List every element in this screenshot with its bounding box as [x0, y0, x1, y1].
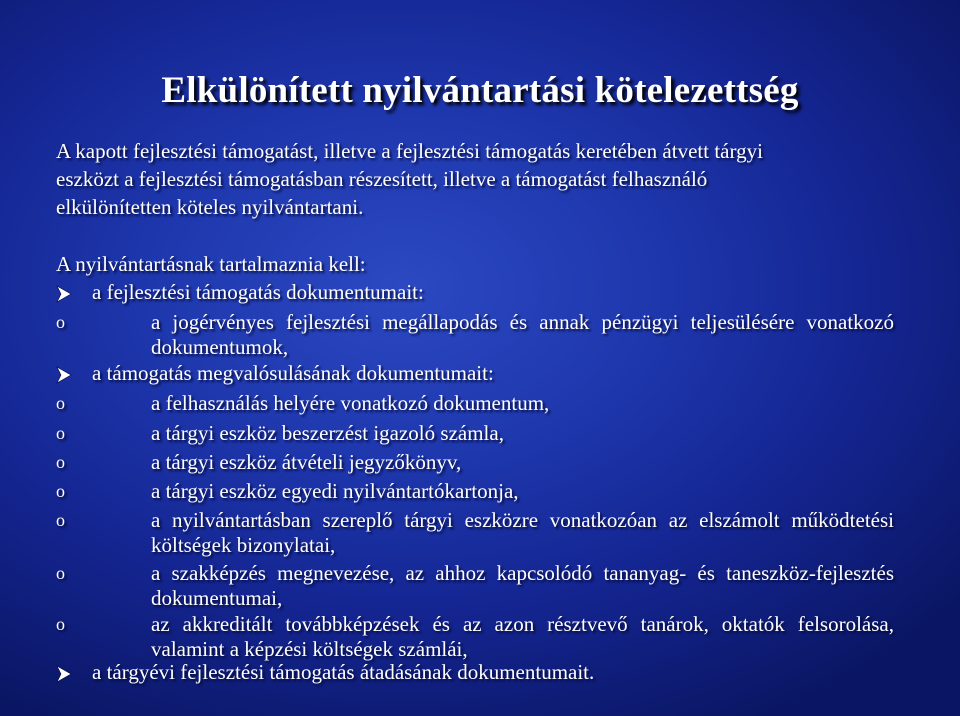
- arrowhead-bullet-icon: [56, 366, 72, 384]
- circle-bullet-icon: o: [56, 312, 65, 332]
- arrowhead-bullet-icon: [56, 665, 72, 683]
- sub-list-item: a szakképzés megnevezése, az ahhoz kapcsolódó tananyag- és taneszköz-fejlesztés dokumentumai,: [151, 561, 894, 610]
- circle-bullet-icon: o: [56, 481, 65, 501]
- circle-bullet-icon: o: [56, 393, 65, 413]
- sub-list-item: az akkreditált továbbképzések és az azon résztvevő tanárok, oktatók felsorolása, valamint a képzési költségek számlái,: [151, 612, 894, 661]
- bullet-item: a tárgyévi fejlesztési támogatás átadásának dokumentumait.: [92, 660, 595, 684]
- arrowhead-bullet-icon: [56, 285, 72, 303]
- circle-bullet-icon: o: [56, 452, 65, 472]
- sub-list-item: a tárgyi eszköz átvételi jegyzőkönyv,: [151, 450, 462, 474]
- sub-list-item: a tárgyi eszköz egyedi nyilvántartókartonja,: [151, 479, 519, 503]
- sub-list-item: a felhasználás helyére vonatkozó dokumentum,: [151, 391, 550, 415]
- intro-paragraph: A kapott fejlesztési támogatást, illetve a fejlesztési támogatás keretében átvett tárgyi eszközt a fejlesztési támogatásban részesített, illetve a támogatást felhasználó elkülönítetten köteles nyilvántartani.: [56, 139, 763, 219]
- list-heading: A nyilvántartásnak tartalmaznia kell:: [56, 252, 366, 276]
- bullet-item: a támogatás megvalósulásának dokumentumait:: [92, 361, 494, 385]
- sub-list-item: a nyilvántartásban szereplő tárgyi eszközre vonatkozóan az elszámolt működtetési költségek bizonylatai,: [151, 508, 894, 557]
- circle-bullet-icon: o: [56, 614, 65, 634]
- circle-bullet-icon: o: [56, 563, 65, 583]
- bullet-item: a fejlesztési támogatás dokumentumait:: [92, 280, 424, 304]
- slide-title: Elkülönített nyilvántartási kötelezettség: [161, 70, 799, 111]
- circle-bullet-icon: o: [56, 423, 65, 443]
- sub-list-item: a jogérvényes fejlesztési megállapodás és annak pénzügyi teljesülésére vonatkozó dokumentumok,: [151, 310, 894, 359]
- sub-list-item: a tárgyi eszköz beszerzést igazoló számla,: [151, 421, 504, 445]
- circle-bullet-icon: o: [56, 510, 65, 530]
